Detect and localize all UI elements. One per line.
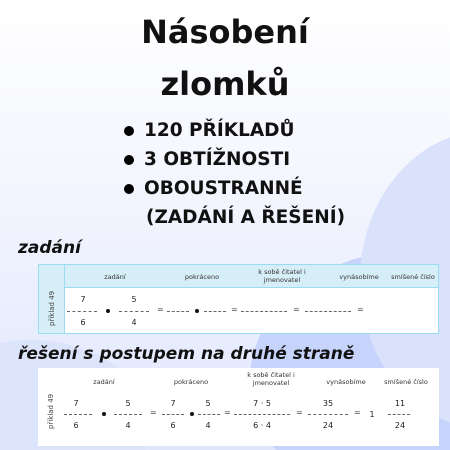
equals-sign: = <box>157 305 164 314</box>
multiply-icon <box>195 309 199 313</box>
column-label: smíšené číslo <box>391 273 435 281</box>
feature-item: 120 PŘÍKLADŮ <box>124 116 345 145</box>
denominator-2: 4 <box>131 318 137 327</box>
answer-line <box>241 311 287 312</box>
equals-sign: = <box>293 305 300 314</box>
answer-line <box>204 311 226 312</box>
equals-sign: = <box>231 305 238 314</box>
column-label: k sobě čitatel i jmenovatel <box>258 268 306 284</box>
feature-item: OBOUSTRANNÉ <box>124 174 345 203</box>
reduced-denominator-1: 6 <box>170 421 176 430</box>
equals-sign: = <box>224 408 231 417</box>
column-label: smíšené číslo <box>384 378 428 386</box>
answer-line <box>305 311 351 312</box>
equals-sign: = <box>354 408 361 417</box>
result-numerator: 35 <box>322 399 334 408</box>
bullet-icon <box>124 184 134 194</box>
feature-item-continuation: (ZADÁNÍ A ŘEŠENÍ) <box>146 207 346 228</box>
fraction-bar <box>234 414 290 415</box>
feature-list <box>124 116 345 232</box>
column-label: k sobě čitatel i jmenovatel <box>247 371 295 387</box>
result-denominator: 24 <box>322 421 334 430</box>
column-label: zadání <box>93 378 115 386</box>
numerator-1: 7 <box>80 295 86 304</box>
column-label: zadání <box>104 273 126 281</box>
denominator-1: 6 <box>73 421 79 430</box>
fraction-bar <box>388 414 410 415</box>
bullet-icon <box>124 126 134 136</box>
fraction-bar <box>119 311 149 312</box>
mixed-denominator: 24 <box>394 421 406 430</box>
column-header <box>65 265 438 288</box>
numerator-2: 5 <box>125 399 131 408</box>
reduced-denominator-2: 4 <box>205 421 211 430</box>
fraction-bar <box>198 414 220 415</box>
column-label: pokráceno <box>173 378 209 386</box>
feature-item: 3 OBTÍŽNOSTI <box>124 145 345 174</box>
section-label-zadani: zadání <box>18 238 81 258</box>
title-line-1: Násobení <box>141 13 309 51</box>
answer-line <box>167 311 189 312</box>
multiply-icon <box>106 309 110 313</box>
multiply-icon <box>190 412 194 416</box>
bullet-icon <box>124 155 134 165</box>
column-label: vynásobíme <box>339 273 379 281</box>
mixed-numerator: 11 <box>394 399 406 408</box>
example-number: příklad 49 <box>47 393 55 429</box>
title-line-2: zlomků <box>160 65 290 103</box>
worksheet-solution <box>38 368 439 446</box>
page-title <box>0 6 450 110</box>
mixed-whole: 1 <box>369 410 375 419</box>
reduced-numerator-2: 5 <box>205 399 211 408</box>
example-side-band <box>39 265 65 333</box>
product-denominator: 6 · 4 <box>253 421 271 430</box>
equals-sign: = <box>150 408 157 417</box>
example-number: příklad 49 <box>48 290 56 326</box>
multiply-icon <box>102 412 106 416</box>
numerator-2: 5 <box>131 295 137 304</box>
fraction-bar <box>308 414 348 415</box>
column-label: pokráceno <box>184 273 220 281</box>
denominator-1: 6 <box>80 318 86 327</box>
equals-sign: = <box>296 408 303 417</box>
column-label: vynásobíme <box>326 378 366 386</box>
example-side-band <box>38 368 64 446</box>
fraction-bar <box>114 414 142 415</box>
numerator-1: 7 <box>73 399 79 408</box>
reduced-numerator-1: 7 <box>170 399 176 408</box>
worksheet-task <box>38 264 439 334</box>
fraction-bar <box>162 414 184 415</box>
product-numerator: 7 · 5 <box>253 399 271 408</box>
section-label-reseni: řešení s postupem na druhé straně <box>18 344 355 364</box>
denominator-2: 4 <box>125 421 131 430</box>
fraction-bar <box>64 414 92 415</box>
equals-sign: = <box>357 305 364 314</box>
fraction-bar <box>67 311 97 312</box>
